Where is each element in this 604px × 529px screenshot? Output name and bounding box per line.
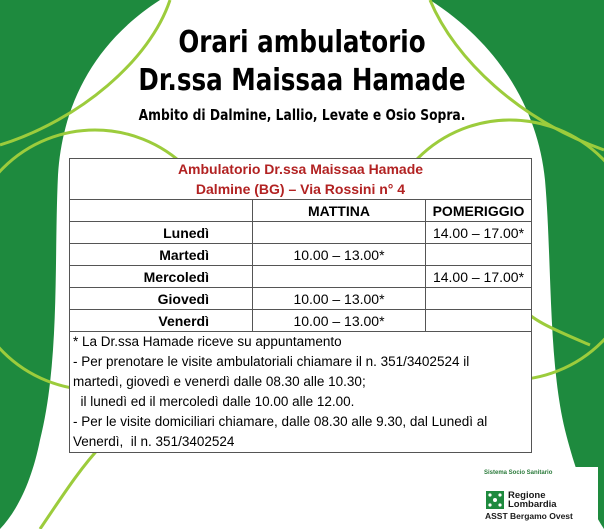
logo-region-line1: Regione [508,490,546,501]
day-cell: Martedì [70,244,253,266]
logo-agency-text: ASST Bergamo Ovest [485,511,573,521]
area-subtitle: Ambito di Dalmine, Lallio, Levate e Osio Sopra. [138,106,466,124]
morning-cell [253,266,426,288]
doctor-name: Dr.ssa Maissaa Hamade [138,63,466,98]
clinic-header-row [70,159,532,200]
note-line: * La Dr.ssa Hamade riceve su appuntamento [73,334,342,349]
afternoon-cell [426,288,532,310]
day-cell: Mercoledì [70,266,253,288]
table-row [70,310,532,332]
notes-row [70,332,532,453]
table-row [70,222,532,244]
clinic-header [70,159,532,200]
morning-header: MATTINA [253,200,426,222]
schedule-table [69,158,532,453]
logo-region-text [508,491,557,509]
logo-region-line2: Lombardia [508,499,557,510]
logo-system-text: Sistema Socio Sanitario [484,470,553,476]
morning-cell: 10.00 – 13.00* [253,288,426,310]
afternoon-cell: 14.00 – 17.00* [426,266,532,288]
rosa-camuna-icon [486,491,504,509]
clinic-address: Dalmine (BG) – Via Rossini n° 4 [195,181,406,197]
column-header-row [70,200,532,222]
day-cell: Giovedì [70,288,253,310]
note-line: - Per le visite domiciliari chiamare, dalle 08.30 alle 9.30, dal Lunedì al [73,414,488,429]
note-line: Venerdì, il n. 351/3402524 [73,434,235,449]
regione-lombardia-logo [480,467,598,523]
notes-cell [70,332,532,453]
afternoon-cell: 14.00 – 17.00* [426,222,532,244]
morning-cell: 10.00 – 13.00* [253,244,426,266]
table-row [70,266,532,288]
clinic-name: Ambulatorio Dr.ssa Maissaa Hamade [177,161,424,177]
morning-cell [253,222,426,244]
note-line: il lunedì ed il mercoledì dalle 10.00 alle 12.00. [73,394,355,409]
table-row [70,244,532,266]
afternoon-cell [426,244,532,266]
afternoon-cell [426,310,532,332]
day-cell: Lunedì [70,222,253,244]
afternoon-header: POMERIGGIO [426,200,532,222]
day-cell: Venerdì [70,310,253,332]
morning-cell: 10.00 – 13.00* [253,310,426,332]
page-title: Orari ambulatorio [178,25,426,60]
note-line: - Per prenotare le visite ambulatoriali chiamare il n. 351/3402524 il [73,354,470,369]
note-line: martedì, giovedì e venerdì dalle 08.30 alle 10.30; [73,374,366,389]
empty-header-cell [70,200,253,222]
table-row [70,288,532,310]
